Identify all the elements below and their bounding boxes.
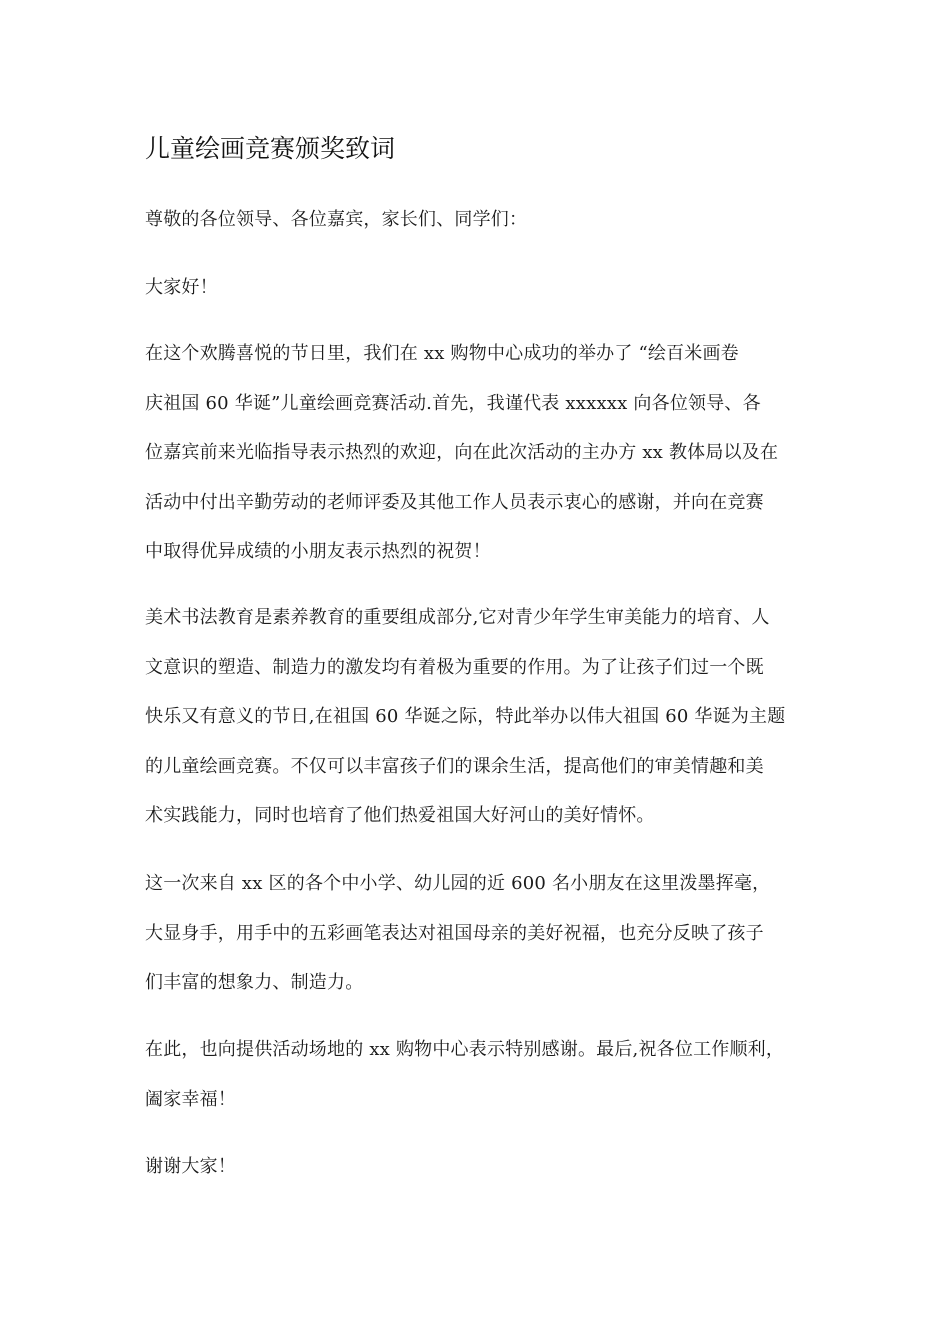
text-line: 谢谢大家！ bbox=[145, 1156, 236, 1177]
text-line: 阖家幸福！ bbox=[145, 1088, 236, 1110]
text-line: 中取得优异成绩的小朋友表示热烈的祝贺！ bbox=[145, 541, 491, 562]
text-line: 的儿童绘画竞赛。不仅可以丰富孩子们的课余生活，提高他们的审美情趣和美 bbox=[145, 755, 764, 777]
text-line: 大家好！ bbox=[145, 277, 218, 298]
text-line: 在这个欢腾喜悦的节日里，我们在 xx 购物中心成功的举办了 “绘百米画卷 bbox=[145, 343, 739, 364]
body-paragraph-education bbox=[145, 593, 810, 841]
body-paragraph-participants bbox=[145, 859, 810, 1008]
text-line: 文意识的塑造、制造力的激发均有着极为重要的作用。为了让孩子们过一个既 bbox=[145, 656, 764, 678]
text-line: 庆祖国 60 华诞”儿童绘画竞赛活动.首先，我谨代表 xxxxxx 向各位领导、各 bbox=[145, 392, 761, 414]
text-line: 术实践能力，同时也培育了他们热爱祖国大好河山的美好情怀。 bbox=[145, 805, 655, 826]
closing-paragraph bbox=[145, 1142, 810, 1192]
salutation-paragraph bbox=[145, 195, 810, 245]
body-paragraph-welcome bbox=[145, 329, 810, 577]
greeting-paragraph bbox=[145, 263, 810, 313]
text-line: 尊敬的各位领导、各位嘉宾，家长们、同学们： bbox=[145, 209, 528, 230]
text-line: 位嘉宾前来光临指导表示热烈的欢迎，向在此次活动的主办方 xx 教体局以及在 bbox=[145, 442, 779, 463]
body-paragraph-thanks bbox=[145, 1025, 810, 1124]
text-line: 这一次来自 xx 区的各个中小学、幼儿园的近 600 名小朋友在这里泼墨挥毫， bbox=[145, 873, 771, 894]
text-line: 美术书法教育是素养教育的重要组成部分,它对青少年学生审美能力的培育、人 bbox=[145, 607, 770, 628]
text-line: 大显身手，用手中的五彩画笔表达对祖国母亲的美好祝福，也充分反映了孩子 bbox=[145, 922, 764, 944]
text-line: 活动中付出辛勤劳动的老师评委及其他工作人员表示衷心的感谢，并向在竞赛 bbox=[145, 491, 764, 513]
text-line: 在此，也向提供活动场地的 xx 购物中心表示特别感谢。最后,祝各位工作顺利， bbox=[145, 1039, 785, 1060]
text-line: 快乐又有意义的节日,在祖国 60 华诞之际，特此举办以伟大祖国 60 华诞为主题 bbox=[145, 706, 786, 727]
document-title: 儿童绘画竞赛颁奖致词 bbox=[145, 134, 396, 163]
text-line: 们丰富的想象力、制造力。 bbox=[145, 972, 364, 993]
